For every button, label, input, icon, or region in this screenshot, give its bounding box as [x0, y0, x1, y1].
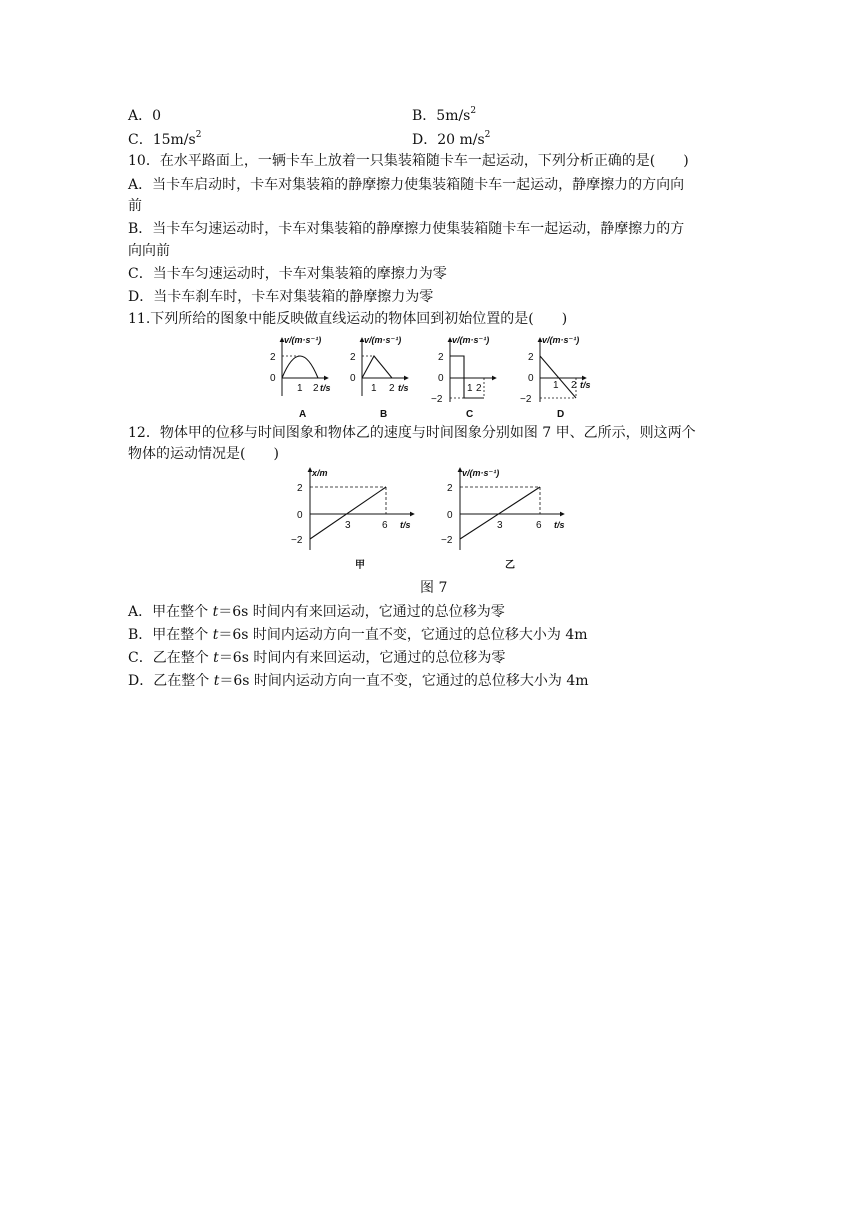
y-axis-label: v/(m·s⁻¹) [462, 468, 500, 478]
q11-graphs [250, 330, 610, 425]
graph-jia [291, 468, 414, 571]
x-tick: 6 [382, 520, 388, 531]
q10-option-d: D．当卡车刹车时，卡车对集装箱的静摩擦力为零 [128, 289, 434, 305]
q11-graph-b [350, 335, 409, 420]
figure-caption: 图 7 [420, 580, 448, 596]
y-tick: 2 [350, 352, 356, 363]
line-segments [362, 356, 392, 378]
q10-option-c: C．当卡车匀速运动时，卡车对集装箱的摩擦力为零 [128, 266, 447, 282]
graph-caption: D [557, 409, 565, 420]
y-tick: 0 [447, 510, 453, 521]
x-tick: 3 [497, 520, 503, 531]
y-axis-label: v/(m·s⁻¹) [542, 335, 580, 345]
x-tick: 2 [571, 380, 577, 391]
x-tick: 1 [297, 383, 303, 394]
graph-caption: A [299, 409, 307, 420]
x-tick: 1 [467, 383, 473, 394]
x-tick: 6 [536, 520, 542, 531]
q12-option-b: B．甲在整个 t＝6s 时间内运动方向一直不变，它通过的总位移大小为 4m [128, 627, 588, 643]
figure-7-graphs [280, 462, 600, 577]
y-tick: 2 [297, 483, 303, 494]
q10-option-b-line1: B．当卡车匀速运动时，卡车对集装箱的静摩擦力使集装箱随卡车一起运动，静摩擦力的方 [128, 221, 685, 237]
q9-option-c: C．$15m/s^2$ [128, 130, 202, 148]
y-axis-label: v/(m·s⁻¹) [284, 335, 322, 345]
q11-graph-d [520, 335, 591, 420]
y-axis-label: v/(m·s⁻¹) [364, 335, 402, 345]
y-tick: −2 [431, 394, 443, 405]
x-tick: 2 [313, 383, 319, 394]
x-axis-label: t/s [554, 520, 565, 530]
y-tick: 0 [270, 373, 276, 384]
x-axis-label: t/s [320, 383, 331, 393]
q10-option-b-line2: 向向前 [128, 243, 170, 259]
x-axis-label: t/s [580, 380, 591, 390]
q12-option-d: D．乙在整个 t＝6s 时间内运动方向一直不变，它通过的总位移大小为 4m [128, 673, 589, 689]
x-axis-label: t/s [400, 520, 411, 530]
q12-option-a: A．甲在整个 t＝6s 时间内有来回运动，它通过的总位移为零 [128, 604, 505, 620]
q11-stem: 11.下列所给的图象中能反映做直线运动的物体回到初始位置的是( ) [128, 311, 568, 327]
y-tick: 0 [350, 373, 356, 384]
q10-option-a-line2: 前 [128, 198, 142, 214]
x-tick: 2 [389, 383, 395, 394]
q9-option-d: D．20 $m/s^2$ [412, 130, 491, 148]
q12-stem-line2: 物体的运动情况是( ) [128, 446, 279, 462]
curve [282, 356, 318, 378]
x-t-line [310, 487, 386, 539]
graph-yi [441, 468, 565, 571]
y-tick: 0 [297, 510, 303, 521]
y-tick: 2 [447, 483, 453, 494]
x-axis-label: t/s [398, 383, 409, 393]
q11-graph-a [270, 335, 331, 420]
graph-caption: 乙 [505, 560, 515, 571]
graph-caption: C [466, 409, 474, 420]
q9-option-a: A．0 [128, 108, 162, 124]
y-tick: 0 [438, 373, 444, 384]
y-axis-label: x/m [312, 468, 328, 478]
y-tick: 2 [270, 352, 276, 363]
graph-caption: B [380, 409, 388, 420]
q12-stem-line1: 12．物体甲的位移与时间图象和物体乙的速度与时间图象分别如图 7 甲、乙所示，则这两个 [128, 425, 696, 441]
x-tick: 1 [553, 380, 559, 391]
y-tick: 2 [528, 352, 534, 363]
sloped-line [540, 356, 576, 398]
q10-option-a-line1: A．当卡车启动时，卡车对集装箱的静摩擦力使集装箱随卡车一起运动，静摩擦力的方向向 [128, 177, 685, 193]
y-tick: −2 [441, 535, 453, 546]
y-tick: 0 [528, 373, 534, 384]
y-tick: −2 [520, 394, 532, 405]
q10-stem: 10．在水平路面上，一辆卡车上放着一只集装箱随卡车一起运动，下列分析正确的是( ) [128, 153, 689, 169]
v-t-line [460, 487, 540, 539]
q12-option-c: C．乙在整个 t＝6s 时间内有来回运动，它通过的总位移为零 [128, 650, 506, 666]
y-tick: −2 [291, 535, 303, 546]
q9-option-b: B．$5m/s^2$ [412, 106, 477, 124]
x-tick: 2 [476, 383, 482, 394]
q11-graph-c [431, 335, 496, 420]
x-tick: 3 [345, 520, 351, 531]
y-axis-label: v/(m·s⁻¹) [452, 335, 490, 345]
y-tick: 2 [438, 352, 444, 363]
graph-caption: 甲 [355, 560, 365, 571]
x-tick: 1 [371, 383, 377, 394]
